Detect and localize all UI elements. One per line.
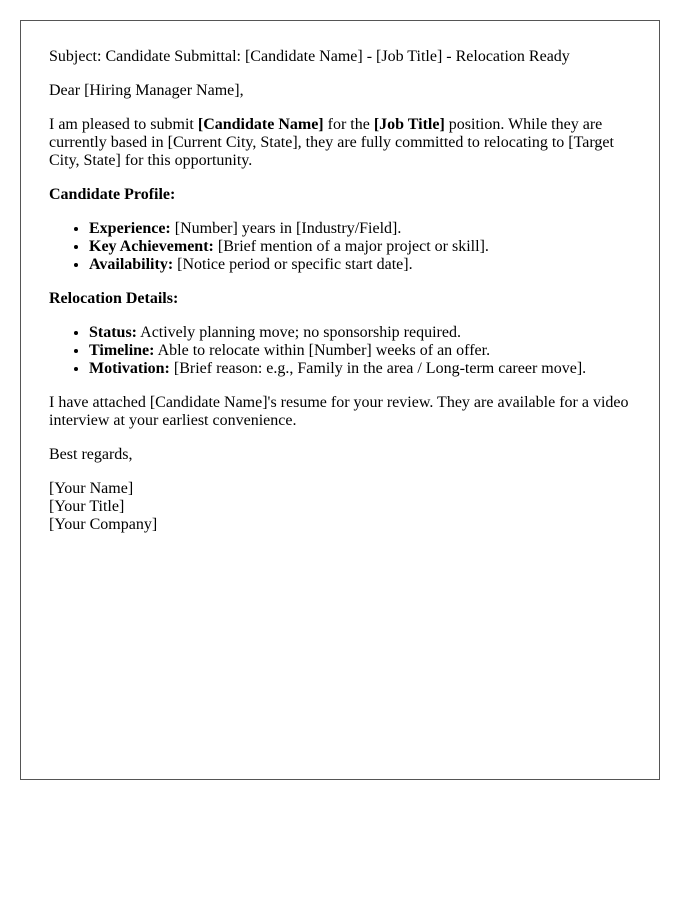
letter-body [49,48,639,550]
relocation-heading: Relocation Details: [49,290,179,307]
intro-text-2: for the [323,116,374,133]
profile-item-label: Key Achievement: [89,238,214,255]
relocation-item-text: Actively planning move; no sponsorship required. [137,324,461,341]
relocation-item-label: Timeline: [89,342,155,359]
profile-item-label: Availability: [89,256,174,273]
profile-heading: Candidate Profile: [49,186,176,203]
profile-item-experience [89,220,639,238]
profile-item-text: [Number] years in [Industry/Field]. [170,220,402,237]
signature-title: [Your Title] [49,498,125,515]
profile-item-label: Experience: [89,220,171,237]
signoff: Best regards, [49,446,133,463]
intro-text-3: position. While they are currently based in [Current City, State], they are fully committed to relocating to [Target City, State] for this opportunity. [49,116,614,169]
profile-item-availability [89,256,639,274]
relocation-list [49,324,639,378]
relocation-item-timeline [89,342,639,360]
intro-paragraph [49,116,639,170]
relocation-item-status [89,324,639,342]
job-title: [Job Title] [373,116,445,133]
relocation-item-text: Able to relocate within [Number] weeks of an offer. [154,342,491,359]
signature-company: [Your Company] [49,516,158,533]
greeting: Dear [Hiring Manager Name], [49,82,244,99]
relocation-item-motivation [89,360,639,378]
relocation-item-text: [Brief reason: e.g., Family in the area / Long-term career move]. [169,360,587,377]
intro-text-1: I am pleased to submit [49,116,198,133]
profile-item-text: [Notice period or specific start date]. [173,256,413,273]
profile-item-text: [Brief mention of a major project or skill]. [213,238,489,255]
subject-line: Subject: Candidate Submittal: [Candidate Name] - [Job Title] - Relocation Ready [49,48,570,65]
signature-name: [Your Name] [49,480,134,497]
profile-list [49,220,639,274]
signature-block [49,480,639,534]
relocation-item-label: Motivation: [89,360,170,377]
profile-item-key-achievement [89,238,639,256]
relocation-item-label: Status: [89,324,138,341]
closing-paragraph: I have attached [Candidate Name]'s resume for your review. They are available for a video interview at your earliest convenience. [49,394,629,429]
candidate-name: [Candidate Name] [197,116,324,133]
